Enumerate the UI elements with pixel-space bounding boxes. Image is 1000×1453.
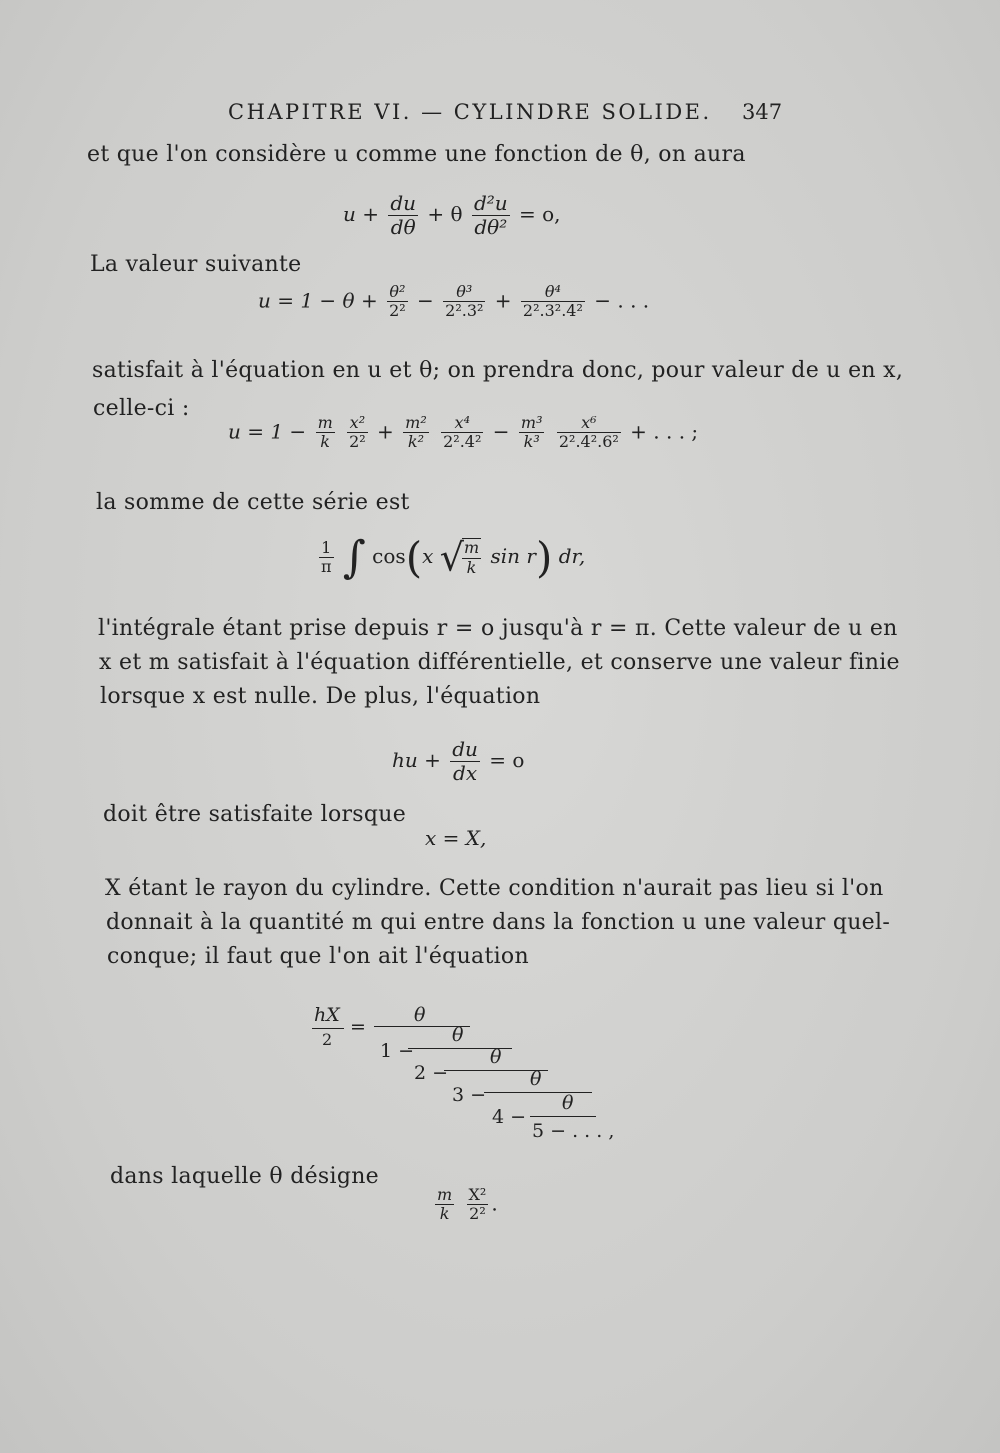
eq7-d4: 4 − <box>492 1106 527 1128</box>
eq1-d2u: d²u <box>473 191 508 215</box>
paragraph-6-line-2: x et m satisfait à l'équation différentielle, et conserve une valeur finie <box>99 650 900 675</box>
paragraph-2: La valeur suivante <box>90 252 302 277</box>
eq5-du: du <box>452 737 478 761</box>
paragraph-8-line-2: donnait à la quantité m qui entre dans la fonction u une valeur quel- <box>106 910 891 935</box>
eq8-X2: X² <box>468 1185 487 1204</box>
eq3-a3-num: m³ <box>520 413 543 432</box>
eq3-b3-num: x⁶ <box>557 414 621 433</box>
eq2-term-2 <box>443 283 485 321</box>
eq4-sin: sin r <box>490 544 536 568</box>
eq3-a1-num: m <box>317 413 333 432</box>
eq1-plus: + <box>362 202 380 226</box>
eq7-d1: 1 − <box>380 1040 415 1062</box>
eq8-dot: . <box>491 1191 498 1216</box>
eq3-frac-b2 <box>441 414 483 452</box>
eq7-equals: = <box>350 1016 366 1038</box>
eq1-plus-theta: + θ <box>427 202 463 226</box>
paragraph-4: celle-ci : <box>93 396 190 421</box>
eq3-tail: + . . . ; <box>630 419 699 444</box>
eq2-term-1 <box>387 283 408 321</box>
eq2-t2-den: 2².3² <box>445 301 484 321</box>
paragraph-8-line-1: X étant le rayon du cylindre. Cette condition n'aurait pas lieu si l'on <box>105 876 884 901</box>
eq5-dx: dx <box>453 761 478 785</box>
eq3-frac-a1 <box>316 414 335 452</box>
eq4-integral-sign: ∫ <box>342 532 366 583</box>
eq3-b3-den: 2².4².6² <box>558 432 619 452</box>
eq4-k: k <box>466 557 477 577</box>
eq2-t1-num: θ² <box>387 283 408 302</box>
eq2-t3-num: θ⁴ <box>521 283 585 302</box>
eq1-frac-du <box>388 192 418 239</box>
eq8-frac-X <box>467 1186 489 1224</box>
eq7-two: 2 <box>322 1030 333 1049</box>
eq4-cos: cos <box>372 544 406 568</box>
equation-3 <box>228 414 698 452</box>
eq8-2-2: 2² <box>469 1204 486 1224</box>
eq5-rhs: = o <box>489 748 525 772</box>
eq2-op-2: + <box>494 288 512 313</box>
eq3-b1-num: x² <box>347 414 368 433</box>
eq3-frac-b3 <box>557 414 621 452</box>
eq2-t2-num: θ³ <box>443 283 485 302</box>
eq4-pi: π <box>321 557 332 576</box>
eq1-dtheta: dθ <box>390 215 416 239</box>
eq7-n2: θ <box>452 1024 464 1046</box>
eq2-op-1: − <box>417 288 434 313</box>
eq3-op-1: + <box>377 419 394 444</box>
eq1-frac-d2u <box>472 192 510 239</box>
paragraph-9: dans laquelle θ désigne <box>110 1164 379 1189</box>
eq7-n3: θ <box>490 1046 502 1068</box>
equation-1 <box>343 192 561 239</box>
eq3-b2-den: 2².4² <box>443 432 482 452</box>
eq3-frac-b1 <box>347 414 368 452</box>
eq5-frac <box>450 738 480 785</box>
eq1-du: du <box>390 191 417 215</box>
eq3-op-2: − <box>492 419 510 444</box>
eq1-dtheta2: dθ² <box>474 215 508 239</box>
eq5-lhs: hu + <box>392 748 441 772</box>
eq4-x: x <box>422 544 434 568</box>
eq4-one: 1 <box>319 539 334 558</box>
eq8-m: m <box>437 1185 453 1204</box>
page-number: 347 <box>742 100 783 124</box>
eq4-sqrt-frac <box>462 538 481 577</box>
paragraph-8-line-3: conque; il faut que l'on ait l'équation <box>107 944 529 969</box>
eq7-n4: θ <box>530 1068 542 1090</box>
eq1-u: u <box>343 202 356 226</box>
eq3-a2-den: k² <box>407 432 425 452</box>
eq7-d3: 3 − <box>452 1084 487 1106</box>
eq4-one-over-pi <box>319 539 334 577</box>
eq7-line-4 <box>484 1092 592 1093</box>
eq3-frac-a3 <box>519 414 545 452</box>
eq3-a1-den: k <box>320 432 330 452</box>
eq7-line-hX <box>312 1028 344 1029</box>
eq3-b1-den: 2² <box>349 432 366 452</box>
equation-5 <box>392 738 524 785</box>
paragraph-5: la somme de cette série est <box>96 490 410 515</box>
eq3-a3-den: k³ <box>523 432 540 452</box>
eq3-b2-num: x⁴ <box>441 414 483 433</box>
eq8-k: k <box>439 1204 450 1224</box>
eq7-d2: 2 − <box>414 1062 449 1084</box>
paragraph-1: et que l'on considère u comme une fonction de θ, on aura <box>87 142 746 167</box>
eq3-lhs: u = 1 − <box>228 419 307 444</box>
eq7-n5: θ <box>562 1092 574 1114</box>
paragraph-7: doit être satisfaite lorsque <box>103 802 407 827</box>
equation-6: x = X, <box>425 826 487 850</box>
eq4-left-paren: ( <box>405 533 423 582</box>
eq4-dr: dr, <box>558 544 586 568</box>
eq3-frac-a2 <box>403 414 429 452</box>
eq2-t1-den: 2² <box>389 301 406 321</box>
paragraph-6-line-1: l'intégrale étant prise depuis r = o jusqu'à r = π. Cette valeur de u en <box>98 616 898 641</box>
eq3-a2-num: m² <box>405 413 427 432</box>
paragraph-3: satisfait à l'équation en u et θ; on prendra donc, pour valeur de u en x, <box>92 358 904 383</box>
eq7-hX: hX <box>314 1004 340 1026</box>
eq7-line-5 <box>530 1116 596 1117</box>
eq4-right-paren: ) <box>535 533 553 582</box>
equation-4 <box>316 532 585 583</box>
paragraph-6-line-3: lorsque x est nulle. De plus, l'équation <box>100 684 541 709</box>
eq4-m: m <box>463 538 480 558</box>
eq2-term-3 <box>521 283 585 321</box>
eq2-tail: − . . . <box>594 288 650 313</box>
eq2-t3-den: 2².3².4² <box>522 301 583 321</box>
equation-8 <box>432 1186 498 1224</box>
equation-2 <box>258 283 649 321</box>
eq1-rhs: = o, <box>519 202 561 226</box>
running-title: CHAPITRE VI. — CYLINDRE SOLIDE. <box>228 100 712 124</box>
eq2-lhs: u = 1 − θ + <box>258 288 378 313</box>
eq7-d5: 5 − . . . , <box>532 1120 615 1142</box>
eq4-sqrt-sign: √ <box>439 535 464 580</box>
eq8-frac-m-k <box>435 1186 454 1224</box>
eq7-n1: θ <box>414 1004 426 1026</box>
